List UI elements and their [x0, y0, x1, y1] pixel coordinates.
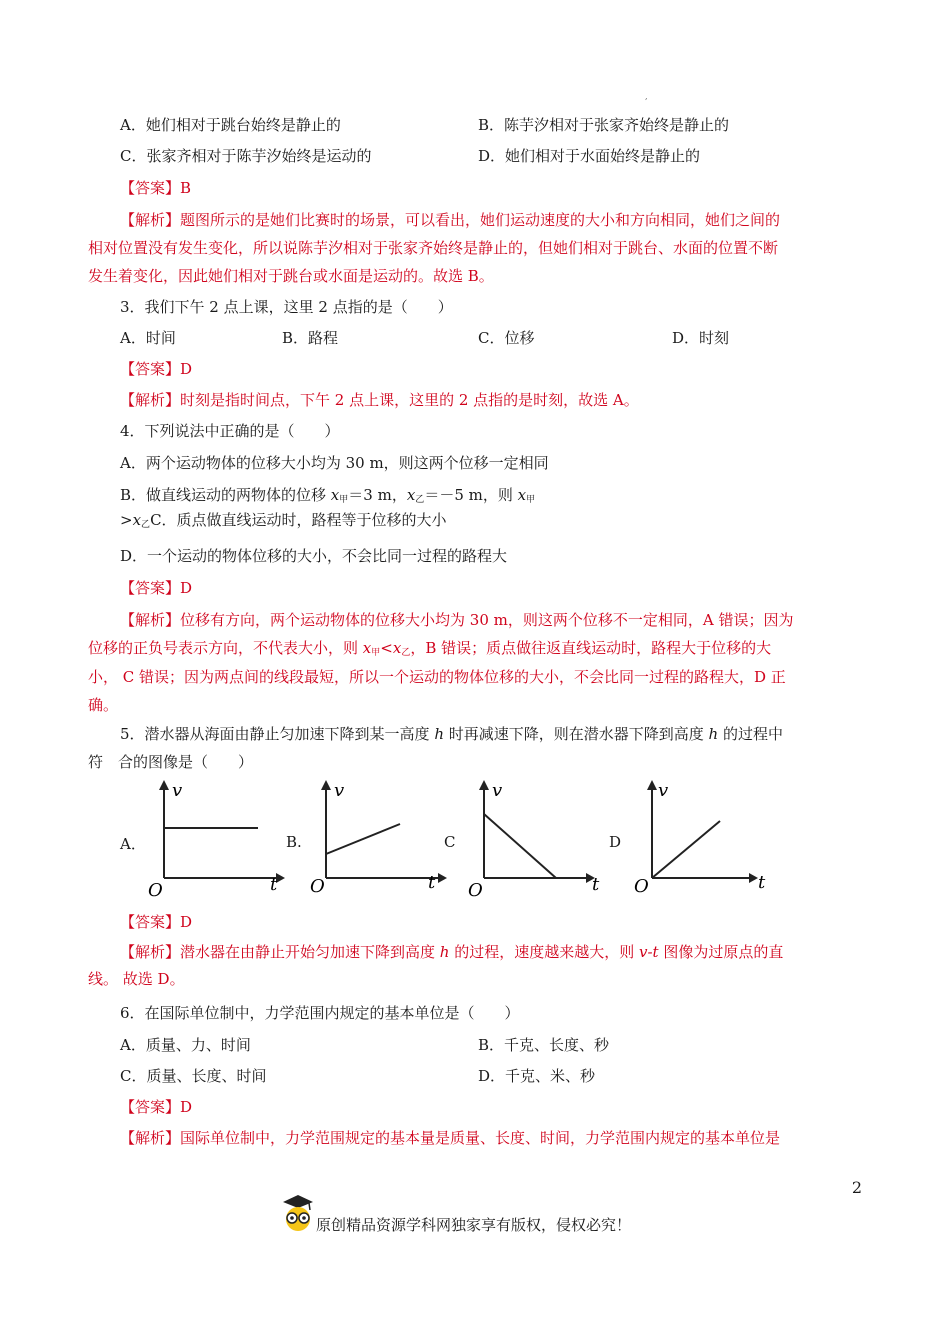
graph-label-a: A． [120, 835, 146, 853]
q4-analysis-2-suffix: ，B 错误；质点做往返直线运动时，路程大于位移的大 [410, 639, 772, 657]
q6-option-a: A．质量、力、时间 [120, 1036, 251, 1054]
q4-answer: 【答案】D [120, 579, 193, 597]
var-x: x [392, 639, 402, 657]
q5-analysis-line-2: 线。 故选 D。 [88, 970, 185, 988]
origin-label: O [634, 876, 649, 897]
q3-option-a: A．时间 [120, 329, 176, 347]
graph-d [634, 778, 774, 898]
q2-answer: 【答案】B [120, 179, 192, 197]
v-axis-arrow [159, 780, 169, 790]
footer-copyright: 原创精品资源学科网独家享有版权，侵权必究！ [316, 1216, 632, 1234]
t-axis-arrow [276, 873, 285, 883]
subscript-yi: 乙 [415, 495, 425, 505]
q4-option-b [120, 485, 535, 510]
q3-option-c: C．位移 [478, 329, 535, 347]
q4-option-a: A．两个运动物体的位移大小均为 30 m，则这两个位移一定相同 [120, 454, 549, 472]
q5-answer: 【答案】D [120, 913, 193, 931]
q2-option-b: B．陈芋汐相对于张家齐始终是静止的 [478, 116, 730, 134]
origin-label: O [148, 880, 163, 898]
graph-b [308, 778, 448, 898]
q3-option-b: B．路程 [282, 329, 339, 347]
var-x: x [330, 486, 340, 504]
q2-analysis-line-1: 【解析】题图所示的是她们比赛时的场景，可以看出，她们运动速度的大小和方向相同，她们之间的 [120, 211, 781, 229]
q5-stem-line-2: 符 合的图像是（ ） [88, 753, 254, 771]
q2-analysis-line-3: 发生着变化，因此她们相对于跳台或水面是运动的。故选 B。 [88, 267, 494, 285]
graph-label-c: C [444, 833, 456, 851]
t-label: t [758, 872, 766, 893]
vt-graph: v-t [639, 943, 659, 961]
q6-answer: 【答案】D [120, 1098, 193, 1116]
q4-option-b-value-1: ＝3 m， [348, 486, 407, 504]
q4-analysis-2-prefix: 位移的正负号表示方向，不代表大小，则 [88, 639, 363, 657]
q4-option-b-cont [120, 510, 447, 535]
graph-c [466, 778, 606, 898]
graph-a [146, 778, 286, 898]
less-than: < [380, 639, 393, 657]
q3-answer: 【答案】D [120, 360, 193, 378]
q3-analysis: 【解析】时刻是指时间点，下午 2 点上课，这里的 2 点指的是时刻，故选 A。 [120, 391, 639, 409]
q5-stem-suffix: 的过程中 [718, 725, 783, 743]
q2-analysis-line-2: 相对位置没有发生变化，所以说陈芋汐相对于张家齐始终是静止的，但她们相对于跳台、水面的位置不断 [88, 239, 779, 257]
greater-than: > [120, 511, 133, 529]
origin-label: O [310, 876, 325, 897]
q5-analysis-middle: 的过程，速度越来越大，则 [449, 943, 639, 961]
page-number: 2 [851, 1178, 862, 1197]
q4-analysis-line-2 [88, 638, 771, 663]
graph-label-b: B. [286, 833, 302, 851]
subscript-yi: 乙 [141, 520, 151, 530]
t-axis-arrow [749, 873, 758, 883]
var-x: x [132, 511, 142, 529]
q5-stem-prefix: 5．潜水器从海面由静止匀加速下降到某一高度 [120, 725, 435, 743]
graph-line [484, 814, 556, 878]
top-mark: , [645, 92, 648, 101]
t-label: t [270, 874, 278, 895]
graph-label-d: D [609, 833, 622, 851]
q4-analysis-line-3: 小， C 错误；因为两点间的线段最短，所以一个运动的物体位移的大小，不会比同一过程的路程大，D 正 [88, 668, 786, 686]
q6-option-c: C．质量、长度、时间 [120, 1067, 267, 1085]
owl-logo-icon [281, 1193, 315, 1233]
var-h: h [439, 943, 450, 961]
q3-stem: 3．我们下午 2 点上课，这里 2 点指的是（ ） [120, 298, 453, 316]
subscript-jia: 甲 [371, 648, 381, 658]
q5-stem-middle: 时再减速下降，则在潜水器下降到高度 [444, 725, 709, 743]
var-x: x [406, 486, 416, 504]
var-h: h [434, 725, 444, 743]
q6-option-d: D．千克、米、秒 [478, 1067, 596, 1085]
t-label: t [428, 872, 436, 893]
q6-option-b: B．千克、长度、秒 [478, 1036, 610, 1054]
q2-option-d: D．她们相对于水面始终是静止的 [478, 147, 701, 165]
v-label: v [492, 780, 503, 801]
v-label: v [172, 780, 183, 801]
q4-option-b-value-2: ＝－5 m，则 [424, 486, 518, 504]
graph-line [326, 824, 400, 854]
subscript-jia: 甲 [526, 495, 536, 505]
v-axis-arrow [479, 780, 489, 790]
v-label: v [658, 780, 669, 801]
t-label: t [592, 874, 600, 895]
q6-analysis-line-1: 【解析】国际单位制中，力学范围规定的基本量是质量、长度、时间，力学范围内规定的基本单位是 [120, 1129, 781, 1147]
t-axis-arrow [438, 873, 447, 883]
q3-option-d: D．时刻 [672, 329, 730, 347]
q4-stem: 4．下列说法中正确的是（ ） [120, 422, 340, 440]
graph-line [652, 821, 720, 878]
q2-option-a: A．她们相对于跳台始终是静止的 [120, 116, 341, 134]
var-x: x [362, 639, 372, 657]
q4-analysis-line-4: 确。 [88, 696, 119, 714]
var-h: h [708, 725, 719, 743]
q4-option-c: C．质点做直线运动时，路程等于位移的大小 [150, 511, 447, 529]
subscript-yi: 乙 [401, 648, 411, 658]
v-label: v [334, 780, 345, 801]
q4-analysis-line-1: 【解析】位移有方向，两个运动物体的位移大小均为 30 m，则这两个位移不一定相同，A 错误；因为 [120, 611, 794, 629]
q5-stem-line-1 [120, 724, 783, 744]
q6-stem: 6．在国际单位制中，力学范围内规定的基本单位是（ ） [120, 1004, 520, 1022]
v-axis-arrow [647, 780, 657, 790]
origin-label: O [468, 880, 483, 898]
v-axis-arrow [321, 780, 331, 790]
var-x: x [517, 486, 527, 504]
q4-option-b-prefix: B．做直线运动的两物体的位移 [120, 486, 331, 504]
q5-analysis-suffix: 图像为过原点的直 [658, 943, 784, 961]
subscript-jia: 甲 [339, 495, 349, 505]
q5-analysis-line-1 [120, 942, 783, 962]
q4-option-d: D．一个运动的物体位移的大小，不会比同一过程的路程大 [120, 547, 508, 565]
q5-analysis-prefix: 【解析】潜水器在由静止开始匀加速下降到高度 [120, 943, 440, 961]
q2-option-c: C．张家齐相对于陈芋汐始终是运动的 [120, 147, 372, 165]
